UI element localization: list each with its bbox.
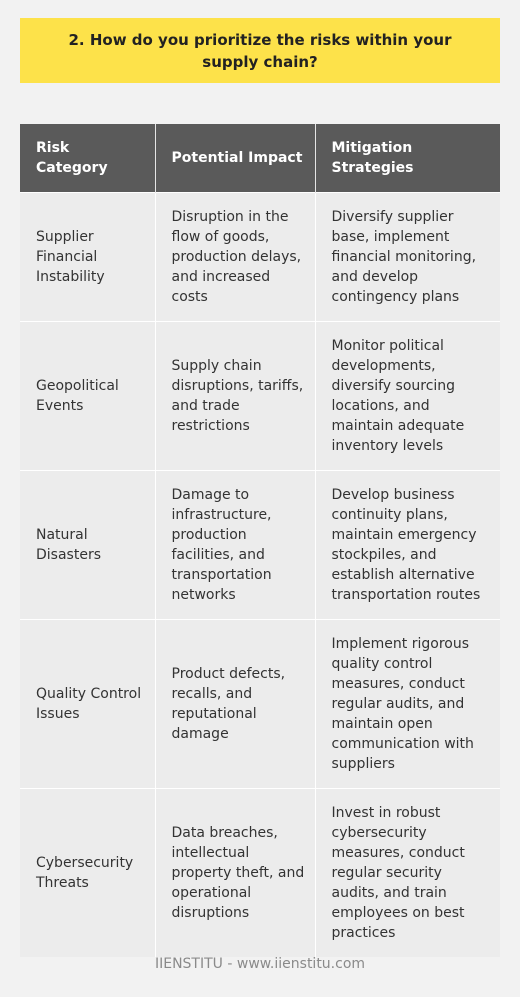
cell-risk-category: Cybersecurity Threats [20, 789, 155, 958]
column-header-mitigation-strategies: Mitigation Strategies [315, 124, 500, 193]
cell-risk-category: Supplier Financial Instability [20, 193, 155, 322]
title-banner [20, 18, 500, 83]
cell-risk-category: Geopolitical Events [20, 322, 155, 471]
table-row [20, 471, 500, 620]
table-row [20, 789, 500, 958]
cell-risk-category: Natural Disasters [20, 471, 155, 620]
cell-mitigation-strategies: Invest in robust cybersecurity measures, conduct regular security audits, and train employees on best practices [315, 789, 500, 958]
table-row [20, 620, 500, 789]
footer-credit: IIENSTITU - www.iienstitu.com [154, 956, 366, 972]
page-title: 2. How do you prioritize the risks within your supply chain? [68, 30, 452, 71]
risk-table [20, 124, 500, 957]
table-header-row [20, 124, 500, 193]
cell-mitigation-strategies: Monitor political developments, diversify sourcing locations, and maintain adequate inventory levels [315, 322, 500, 471]
cell-potential-impact: Data breaches, intellectual property theft, and operational disruptions [155, 789, 315, 958]
table-row [20, 322, 500, 471]
table-row [20, 193, 500, 322]
column-header-potential-impact: Potential Impact [155, 124, 315, 193]
cell-potential-impact: Product defects, recalls, and reputational damage [155, 620, 315, 789]
cell-potential-impact: Supply chain disruptions, tariffs, and trade restrictions [155, 322, 315, 471]
cell-mitigation-strategies: Diversify supplier base, implement financial monitoring, and develop contingency plans [315, 193, 500, 322]
column-header-risk-category: Risk Category [20, 124, 155, 193]
cell-potential-impact: Disruption in the flow of goods, production delays, and increased costs [155, 193, 315, 322]
cell-mitigation-strategies: Implement rigorous quality control measures, conduct regular audits, and maintain open communication with suppliers [315, 620, 500, 789]
cell-potential-impact: Damage to infrastructure, production facilities, and transportation networks [155, 471, 315, 620]
cell-risk-category: Quality Control Issues [20, 620, 155, 789]
cell-mitigation-strategies: Develop business continuity plans, maintain emergency stockpiles, and establish alternative transportation routes [315, 471, 500, 620]
